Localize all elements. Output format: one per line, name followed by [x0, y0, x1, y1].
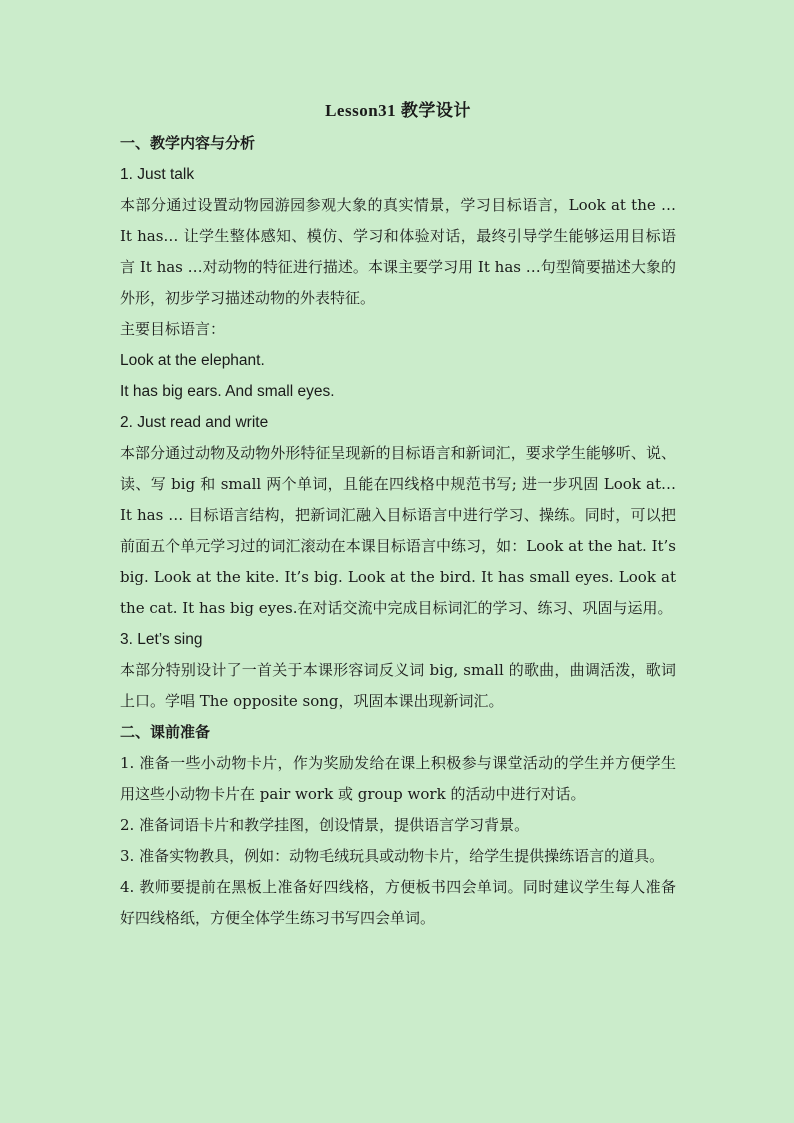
target-language-label: 主要目标语言： [120, 320, 226, 338]
document-title: Lesson31 教学设计 [325, 101, 471, 120]
part-text-lets-sing: 本部分特别设计了一首关于本课形容词反义词 big, small 的歌曲，曲调活泼，歌词上口。学唱 The opposite song，巩固本课出现新词汇。 [120, 661, 676, 710]
preparation-item: 3. 准备实物教具，例如：动物毛绒玩具或动物卡片，给学生提供操练语言的道具。 [120, 847, 665, 865]
part-text-just-talk: 本部分通过设置动物园游园参观大象的真实情景，学习目标语言，Look at the … It has… 让学生整体感知、模仿、学习和体验对话，最终引导学生能够运用目标语言 It has …对动物的特征进行描述。本课主要学习用 It has …句型简要描述大象的外形，初步学习描述动物的外表特征。 [120, 196, 676, 307]
preparation-item: 4. 教师要提前在黑板上准备好四线格，方便板书四会单词。同时建议学生每人准备好四线格纸，方便全体学生练习书写四会单词。 [120, 878, 676, 927]
preparation-item: 1. 准备一些小动物卡片，作为奖励发给在课上积极参与课堂活动的学生并方便学生用这些小动物卡片在 pair work 或 group work 的活动中进行对话。 [120, 754, 676, 803]
part-text-read-write: 本部分通过动物及动物外形特征呈现新的目标语言和新词汇，要求学生能够听、说、读、写 big 和 small 两个单词，且能在四线格中规范书写; 进一步巩固 Look at… It has … 目标语言结构，把新词汇融入目标语言中进行学习、操练。同时，可以把前面五个单元学习过的词汇滚动在本课目标语言中练习，如：Look at the hat. It’s big. Look at the kite. It’s big. Look at the bird. It has small eyes. Look at the cat. It has big eyes.在对话交流中完成目标词汇的学习、练习、巩固与运用。 [120, 444, 676, 617]
target-language-line-1: Look at the elephant. [120, 352, 265, 369]
part-label-lets-sing: 3. Let’s sing [120, 631, 203, 648]
section-heading-content-analysis: 一、教学内容与分析 [120, 134, 256, 152]
part-label-read-write: 2. Just read and write [120, 414, 269, 431]
part-label-just-talk: 1. Just talk [120, 166, 195, 183]
section-heading-preparation: 二、课前准备 [120, 723, 211, 741]
target-language-line-2: It has big ears. And small eyes. [120, 383, 335, 400]
preparation-item: 2. 准备词语卡片和教学挂图，创设情景，提供语言学习背景。 [120, 816, 530, 834]
